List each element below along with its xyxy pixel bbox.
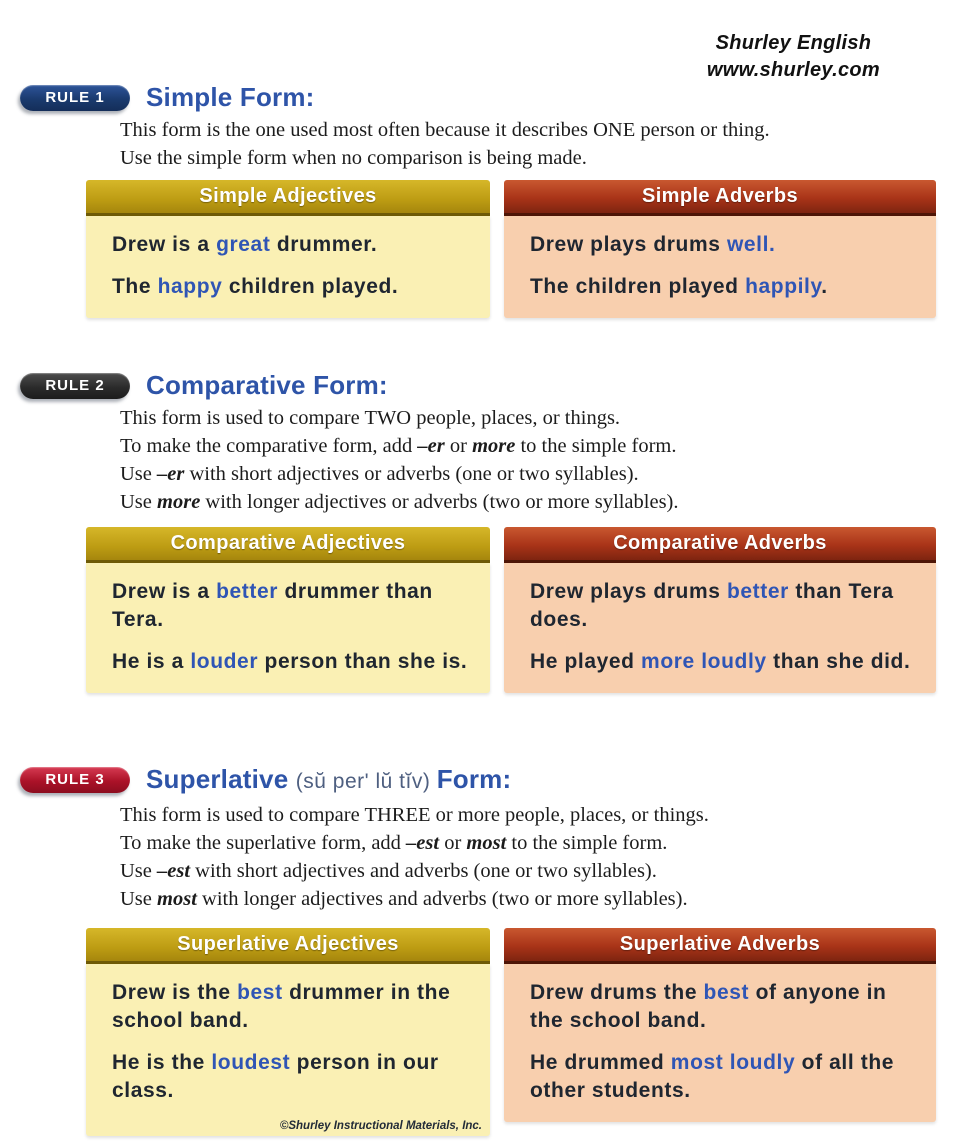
superlative-adverbs-header: Superlative Adverbs: [504, 928, 936, 964]
comparative-adverbs-header: Comparative Adverbs: [504, 527, 936, 563]
simple-tables-row: [86, 180, 936, 318]
superlative-tables-row: [86, 928, 936, 1136]
rule-2-title: Comparative Form:: [146, 370, 388, 400]
example-sentence: He drummed most loudly of all the other students.: [530, 1051, 895, 1102]
simple-adjectives-table: [86, 180, 490, 318]
rule-3-title: Superlative (sŭ per' lŭ tĭv) Form:: [146, 764, 512, 794]
rule-1-title: Simple Form:: [146, 82, 315, 112]
rule-1-badge: RULE 1: [20, 85, 130, 111]
rule-2-body-line: This form is used to compare TWO people, places, or things.: [120, 407, 621, 429]
rule-1-body: [120, 116, 976, 172]
example-sentence: Drew plays drums well.: [530, 233, 776, 256]
example-sentence: The children played happily.: [530, 275, 828, 298]
example-sentence: Drew is a great drummer.: [112, 233, 378, 256]
brand-header: [707, 30, 880, 84]
rule-3-badge: RULE 3: [20, 767, 130, 793]
rule-3-body: [120, 801, 976, 913]
example-sentence: He played more loudly than she did.: [530, 650, 911, 673]
rule-1-section: [0, 82, 976, 172]
rule-2-section: [0, 370, 976, 516]
rule-1-body-line: This form is the one used most often because it describes ONE person or thing.: [120, 119, 770, 141]
comparative-adverbs-body: [504, 563, 936, 693]
rule-3-heading-row: [0, 764, 976, 797]
superlative-adjectives-body: [86, 964, 490, 1136]
rule-1-body-line: Use the simple form when no comparison is being made.: [120, 147, 587, 169]
simple-adverbs-header: Simple Adverbs: [504, 180, 936, 216]
example-sentence: Drew drums the best of anyone in the school band.: [530, 981, 887, 1032]
simple-adjectives-header: Simple Adjectives: [86, 180, 490, 216]
example-sentence: The happy children played.: [112, 275, 399, 298]
simple-adverbs-table: [504, 180, 936, 318]
simple-adverbs-body: [504, 216, 936, 318]
comparative-adjectives-header: Comparative Adjectives: [86, 527, 490, 563]
rule-3-body-line: This form is used to compare THREE or more people, places, or things.: [120, 804, 709, 826]
rule-1-heading-row: [0, 82, 976, 112]
example-sentence: Drew is a better drummer than Tera.: [112, 580, 433, 631]
rule-3-body-line: Use most with longer adjectives and adverbs (two or more syllables).: [120, 888, 688, 910]
superlative-adjectives-header: Superlative Adjectives: [86, 928, 490, 964]
brand-url: www.shurley.com: [706, 59, 880, 81]
example-sentence: He is a louder person than she is.: [112, 650, 468, 673]
rule-2-badge: RULE 2: [20, 373, 130, 399]
superlative-adverbs-body: [504, 964, 936, 1122]
rule-2-body-line: To make the comparative form, add –er or more to the simple form.: [120, 435, 677, 457]
rule-2-heading-row: [0, 370, 976, 400]
simple-adjectives-body: [86, 216, 490, 318]
superlative-adjectives-table: [86, 928, 490, 1136]
example-sentence: Drew is the best drummer in the school band.: [112, 981, 451, 1032]
superlative-adverbs-table: [504, 928, 936, 1136]
rule-2-body-line: Use more with longer adjectives or adverbs (two or more syllables).: [120, 491, 679, 513]
rule-3-body-line: To make the superlative form, add –est or most to the simple form.: [120, 832, 668, 854]
example-sentence: He is the loudest person in our class.: [112, 1051, 439, 1102]
comparative-adverbs-table: [504, 527, 936, 693]
rule-2-body: [120, 404, 976, 516]
rule-3-section: [0, 764, 976, 913]
comparative-tables-row: [86, 527, 936, 693]
rule-2-body-line: Use –er with short adjectives or adverbs (one or two syllables).: [120, 463, 639, 485]
copyright-note: ©Shurley Instructional Materials, Inc.: [279, 1120, 482, 1132]
example-sentence: Drew plays drums better than Tera does.: [530, 580, 894, 631]
comparative-adjectives-body: [86, 563, 490, 693]
rule-3-body-line: Use –est with short adjectives and adverbs (one or two syllables).: [120, 860, 657, 882]
comparative-adjectives-table: [86, 527, 490, 693]
brand-name: Shurley English: [715, 32, 872, 54]
